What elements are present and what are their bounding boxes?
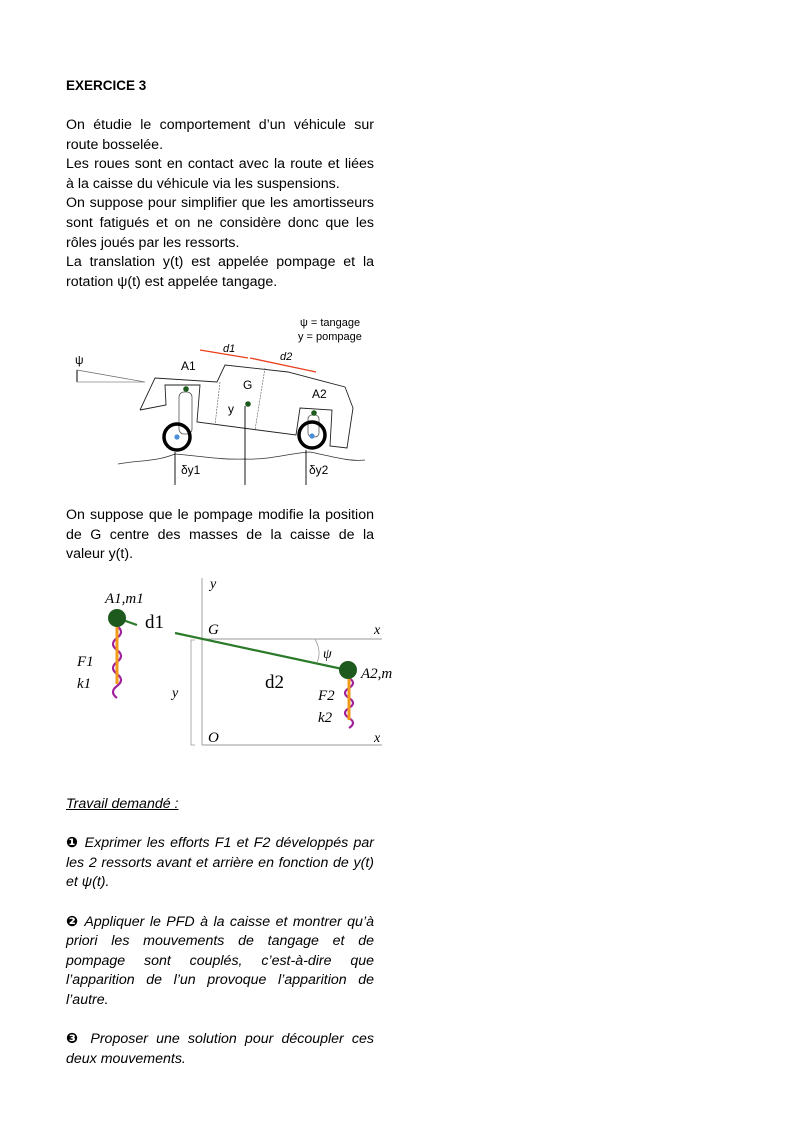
- f1-label: F1: [77, 654, 94, 670]
- k2-label: k2: [318, 710, 333, 726]
- a1-label: A1: [181, 359, 196, 373]
- x-axis-top-label: x: [374, 623, 381, 638]
- mass-a2: [339, 661, 357, 679]
- mass-a1: [108, 609, 126, 627]
- psi-label: ψ: [75, 353, 84, 367]
- a1-m1-label: A1,m1: [105, 591, 144, 607]
- intro-paragraph: On étudie le comportement d’un véhicule sur route bosselée.: [66, 117, 374, 153]
- g-label: G: [243, 378, 253, 392]
- work-section: [66, 795, 374, 1069]
- mechanical-model-diagram: [60, 570, 400, 760]
- legend-psi: ψ = tangage: [300, 317, 361, 329]
- question-3: ❸ Proposer une solution pour découpler ces deux mouvements.: [66, 1031, 375, 1067]
- k1-label: k1: [77, 676, 92, 692]
- body-bar: [175, 633, 347, 670]
- rear-spring: [308, 415, 319, 437]
- psi-label: ψ: [323, 647, 332, 662]
- intro-paragraph: On suppose pour simplifier que les amortisseurs sont fatigués et on ne considère donc que les rôles joués par les ressorts.: [66, 195, 374, 251]
- d2-label: d2: [280, 351, 293, 363]
- number-1-icon: ❶: [66, 835, 80, 852]
- work-heading: Travail demandé :: [66, 796, 179, 812]
- d2-label: d2: [265, 672, 284, 693]
- exercise-title: EXERCICE 3: [66, 78, 147, 93]
- intro-text: [66, 116, 374, 292]
- a2-m-label: A2,m: [361, 666, 393, 682]
- intro-paragraph: Les roues sont en contact avec la route et liées à la caisse du véhicule via les suspensions.: [66, 156, 374, 192]
- number-3-icon: ❸: [66, 1031, 83, 1048]
- d1-label: d1: [145, 612, 164, 633]
- intro-paragraph: La translation y(t) est appelée pompage et la rotation ψ(t) est appelée tangage.: [66, 254, 374, 290]
- x-axis-bottom-label: x: [374, 731, 381, 746]
- dy1-label: δy1: [181, 463, 201, 477]
- d1-label: d1: [223, 343, 236, 355]
- y-label: y: [228, 402, 234, 416]
- y-dim-label: y: [172, 686, 179, 701]
- o-label: O: [208, 730, 219, 746]
- g-label: G: [208, 622, 219, 638]
- y-axis-label: y: [210, 577, 217, 592]
- a2-label: A2: [312, 387, 327, 401]
- vehicle-diagram: [60, 310, 380, 490]
- middle-text: On suppose que le pompage modifie la position de G centre des masses de la caisse de la valeur y(t).: [66, 507, 374, 563]
- dy2-label: δy2: [309, 463, 329, 477]
- question-2: ❷ Appliquer le PFD à la caisse et montrer qu’à priori les mouvements de tangage et de pompage sont couplés, c’est-à-dire que l’apparition de l’un provoque l’apparition de l’autre.: [66, 913, 374, 1008]
- number-2-icon: ❷: [66, 913, 80, 930]
- question-1: ❶ Exprimer les efforts F1 et F2 développés par les 2 ressorts avant et arrière en fonction de y(t) et ψ(t).: [66, 835, 374, 891]
- f2-label: F2: [318, 688, 335, 704]
- legend-y: y = pompage: [298, 331, 362, 343]
